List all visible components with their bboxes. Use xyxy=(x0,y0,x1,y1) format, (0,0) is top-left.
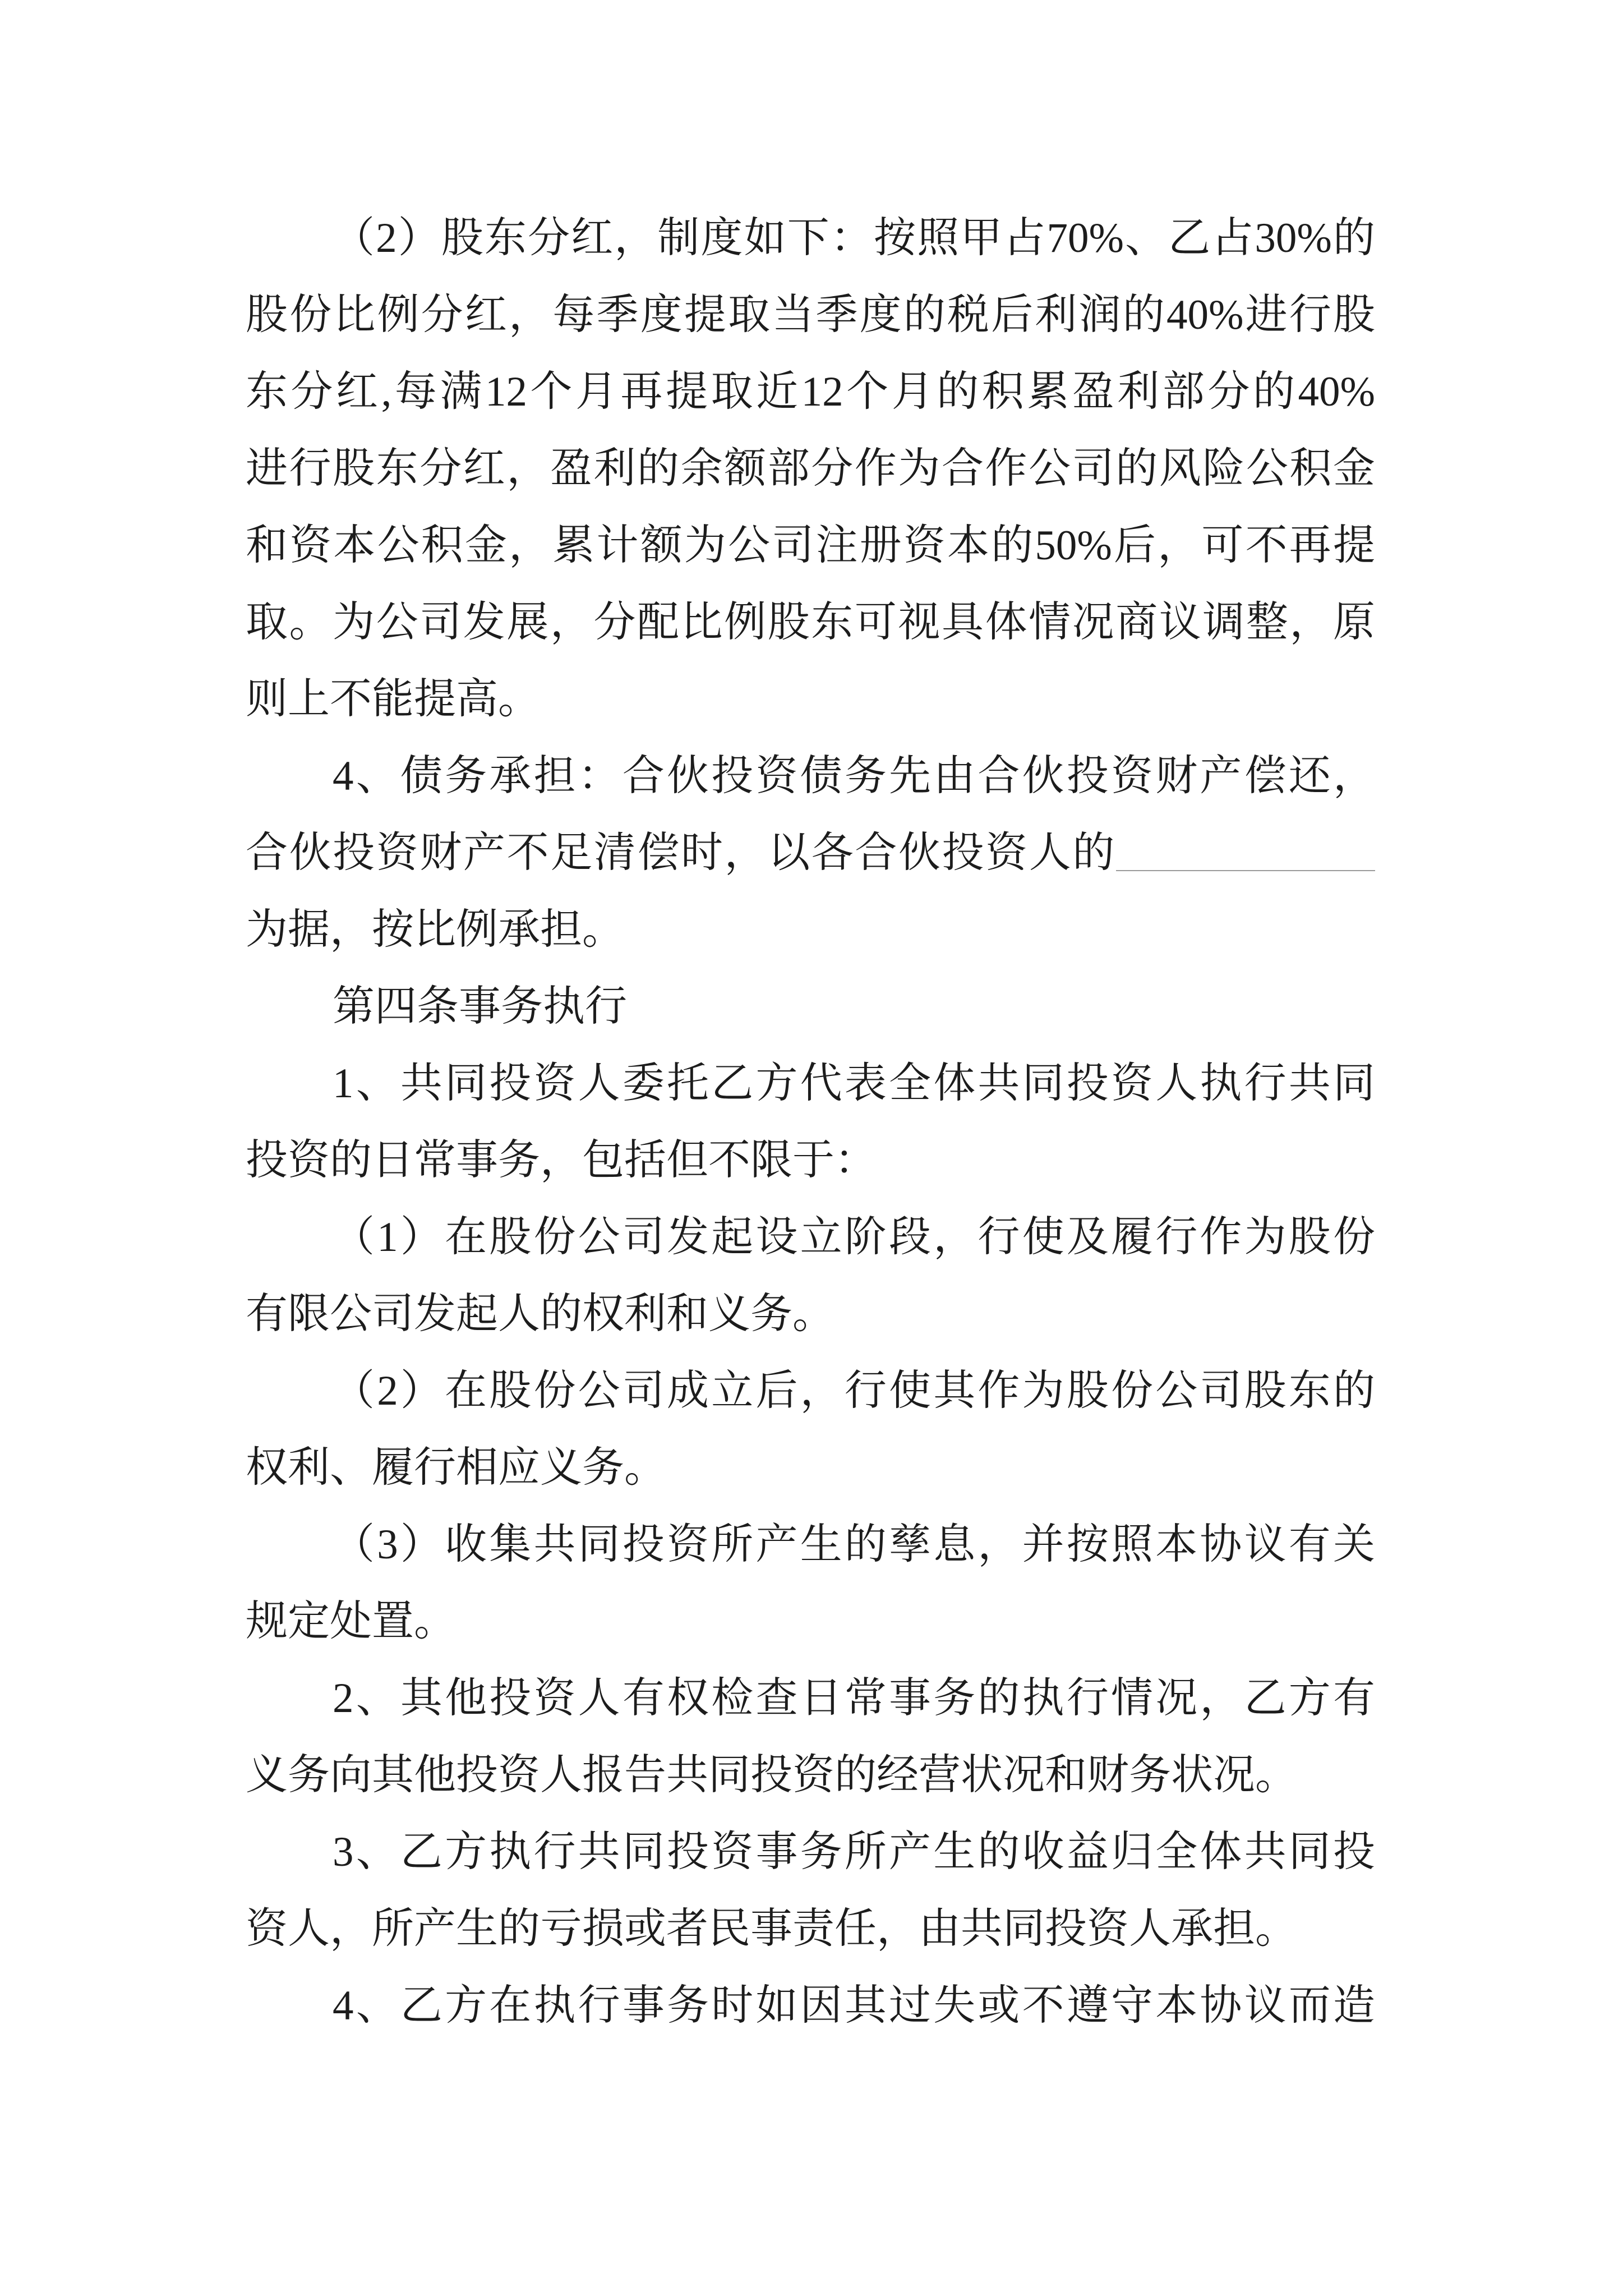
text-line: 4、乙方在执行事务时如因其过失或不遵守本协议而造 xyxy=(333,1982,1375,2029)
text-line: 有限公司发起人的权利和义务。 xyxy=(246,1291,835,1337)
paragraph-subitem-2 xyxy=(246,1352,1375,1506)
text-line: 义务向其他投资人报告共同投资的经营状况和财务状况。 xyxy=(246,1752,1298,1798)
text-line: 则上不能提高。 xyxy=(246,676,541,723)
paragraph-dividends xyxy=(246,200,1375,738)
text-line: 为据，按比例承担。 xyxy=(246,907,625,953)
text-line-segment: 合伙投资财产不足清偿时，以各合伙投资人的 xyxy=(246,830,1116,876)
text-line: （1）在股份公司发起设立阶段，行使及履行作为股份 xyxy=(333,1214,1375,1260)
text-line: 和资本公积金，累计额为公司注册资本的50%后，可不再提 xyxy=(246,522,1375,569)
document-body xyxy=(246,200,1375,2044)
text-line: （2）股东分红，制度如下：按照甲占70%、乙占30%的 xyxy=(333,215,1375,261)
text-line-with-blank xyxy=(246,815,1375,891)
text-line: 权利、履行相应义务。 xyxy=(246,1444,667,1491)
text-line: 投资的日常事务，包括但不限于： xyxy=(246,1137,877,1184)
section-heading-text: 第四条事务执行 xyxy=(333,983,628,1030)
paragraph-item-1 xyxy=(246,1045,1375,1199)
fill-in-blank-underline xyxy=(1116,869,1375,871)
text-line: 1、共同投资人委托乙方代表全体共同投资人执行共同 xyxy=(333,1060,1375,1107)
text-line: 资人，所产生的亏损或者民事责任，由共同投资人承担。 xyxy=(246,1906,1298,1952)
paragraph-item-2 xyxy=(246,1660,1375,1814)
text-line: 进行股东分红，盈利的余额部分作为合作公司的风险公积金 xyxy=(246,445,1375,492)
section-heading xyxy=(246,968,1375,1045)
text-line: （2）在股份公司成立后，行使其作为股份公司股东的 xyxy=(333,1368,1375,1414)
text-line: 取。为公司发展，分配比例股东可视具体情况商议调整，原 xyxy=(246,599,1375,646)
text-line: （3）收集共同投资所产生的孳息，并按照本协议有关 xyxy=(333,1521,1375,1568)
paragraph-subitem-1 xyxy=(246,1199,1375,1352)
text-line: 2、其他投资人有权检查日常事务的执行情况，乙方有 xyxy=(333,1675,1375,1722)
text-line: 规定处置。 xyxy=(246,1598,457,1645)
paragraph-debt xyxy=(246,738,1375,968)
text-line: 东分红,每满12个月再提取近12个月的积累盈利部分的40% xyxy=(246,369,1375,415)
paragraph-subitem-3 xyxy=(246,1506,1375,1660)
paragraph-item-3 xyxy=(246,1814,1375,1967)
text-line: 股份比例分红，每季度提取当季度的税后利润的40%进行股 xyxy=(246,292,1375,338)
text-line: 4、债务承担：合伙投资债务先由合伙投资财产偿还， xyxy=(333,753,1375,799)
paragraph-item-4 xyxy=(246,1967,1375,2044)
text-line: 3、乙方执行共同投资事务所产生的收益归全体共同投 xyxy=(333,1829,1375,1875)
